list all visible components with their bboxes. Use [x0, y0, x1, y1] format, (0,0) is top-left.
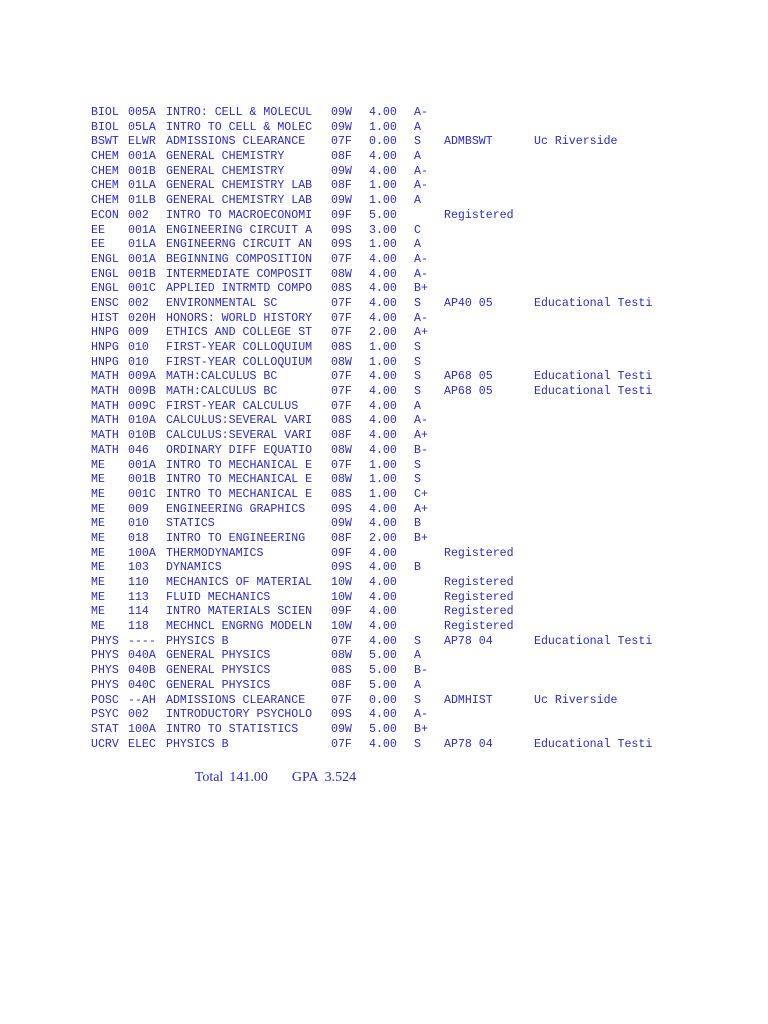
- course-term: 08W: [331, 473, 352, 487]
- course-units: 4.00: [369, 605, 397, 619]
- course-grade: B: [414, 561, 421, 575]
- course-units: 5.00: [369, 678, 397, 692]
- course-term: 08W: [331, 443, 352, 457]
- course-title: INTERMEDIATE COMPOSIT: [166, 267, 313, 281]
- course-grade: A-: [414, 414, 428, 428]
- course-grade: A+: [414, 502, 428, 516]
- course-dept: MATH: [91, 370, 119, 384]
- course-title: APPLIED INTRMTD COMPO: [166, 282, 313, 296]
- course-title: PHYSICS B: [166, 737, 229, 751]
- course-grade: S: [414, 385, 421, 399]
- course-term: 07F: [331, 296, 352, 310]
- course-grade: A-: [414, 106, 428, 119]
- course-title: INTRO TO ENGINEERING: [166, 531, 306, 545]
- course-code: AP68 05: [444, 370, 493, 384]
- course-number: 009: [128, 326, 149, 340]
- course-number: 040B: [128, 664, 156, 678]
- course-dept: MATH: [91, 385, 119, 399]
- course-code: AP78 04: [444, 634, 493, 648]
- course-code: ADMBSWT: [444, 135, 493, 149]
- course-title: INTRO TO MECHANICAL E: [166, 473, 313, 487]
- course-title: INTRO MATERIALS SCIEN: [166, 605, 313, 619]
- course-units: 4.00: [369, 590, 397, 604]
- course-units: 1.00: [369, 341, 397, 354]
- course-title: ADMISSIONS CLEARANCE: [166, 693, 306, 707]
- course-dept: EE: [91, 223, 105, 237]
- course-units: 4.00: [369, 385, 397, 399]
- course-term: 09S: [331, 223, 352, 237]
- course-title: THERMODYNAMICS: [166, 546, 264, 560]
- course-grade: S: [414, 737, 421, 751]
- course-units: 5.00: [369, 649, 397, 663]
- course-term: 10W: [331, 620, 352, 634]
- course-number: 020H: [128, 311, 156, 325]
- course-number: 018: [128, 531, 149, 545]
- course-code: Registered: [444, 620, 514, 634]
- course-dept: ME: [91, 487, 105, 501]
- course-grade: A: [414, 649, 421, 663]
- course-code: Registered: [444, 208, 514, 222]
- course-units: 4.00: [369, 370, 397, 384]
- course-title: HONORS: WORLD HISTORY: [166, 311, 313, 325]
- course-units: 1.00: [369, 194, 397, 208]
- course-code: Registered: [444, 576, 514, 589]
- course-number: 113: [128, 590, 149, 604]
- course-code: AP78 04: [444, 737, 493, 751]
- course-grade: A: [414, 678, 421, 692]
- course-units: 2.00: [369, 326, 397, 340]
- course-number: 005A: [128, 106, 156, 119]
- course-code: ADMHIST: [444, 693, 493, 707]
- course-term: 07F: [331, 399, 352, 413]
- course-dept: MATH: [91, 399, 119, 413]
- course-dept: HNPG: [91, 355, 119, 369]
- course-units: 4.00: [369, 561, 397, 575]
- course-units: 1.00: [369, 120, 397, 134]
- course-number: 010: [128, 517, 149, 531]
- course-dept: UCRV: [91, 737, 119, 751]
- course-dept: MATH: [91, 443, 119, 457]
- course-term: 07F: [331, 135, 352, 149]
- course-title: PHYSICS B: [166, 634, 229, 648]
- course-title: GENERAL CHEMISTRY: [166, 150, 285, 164]
- course-grade: S: [414, 693, 421, 707]
- course-title: GENERAL CHEMISTRY LAB: [166, 194, 313, 208]
- course-number: 010B: [128, 429, 156, 443]
- gpa-value: 3.524: [324, 770, 357, 785]
- course-number: 001B: [128, 164, 156, 178]
- course-units: 3.00: [369, 223, 397, 237]
- course-title: DYNAMICS: [166, 561, 222, 575]
- course-number: 114: [128, 605, 149, 619]
- course-source: Educational Testi: [534, 296, 653, 310]
- course-dept: POSC: [91, 693, 119, 707]
- course-units: 4.00: [369, 576, 397, 589]
- course-units: 4.00: [369, 399, 397, 413]
- course-units: 4.00: [369, 517, 397, 531]
- total-value: 141.00: [229, 770, 268, 785]
- course-title: FIRST-YEAR COLLOQUIUM: [166, 341, 313, 354]
- course-term: 07F: [331, 737, 352, 751]
- course-dept: ME: [91, 531, 105, 545]
- course-title: INTRODUCTORY PSYCHOLO: [166, 708, 313, 722]
- course-title: ENVIRONMENTAL SC: [166, 296, 278, 310]
- course-dept: CHEM: [91, 150, 119, 164]
- course-units: 2.00: [369, 531, 397, 545]
- course-number: 118: [128, 620, 149, 634]
- course-grade: S: [414, 135, 421, 149]
- course-grade: S: [414, 458, 421, 472]
- course-term: 07F: [331, 634, 352, 648]
- course-term: 10W: [331, 576, 352, 589]
- course-dept: HNPG: [91, 341, 119, 354]
- course-dept: CHEM: [91, 179, 119, 193]
- course-number: 001B: [128, 473, 156, 487]
- course-title: CALCULUS:SEVERAL VARI: [166, 429, 313, 443]
- course-dept: ME: [91, 576, 105, 589]
- course-units: 4.00: [369, 414, 397, 428]
- course-title: FIRST-YEAR COLLOQUIUM: [166, 355, 313, 369]
- course-number: ELEC: [128, 737, 156, 751]
- course-term: 08W: [331, 267, 352, 281]
- course-number: ----: [128, 634, 156, 648]
- course-term: 07F: [331, 252, 352, 266]
- course-title: INTRO TO MECHANICAL E: [166, 458, 313, 472]
- course-term: 08W: [331, 649, 352, 663]
- course-dept: ME: [91, 458, 105, 472]
- course-number: 100A: [128, 546, 156, 560]
- course-grade: A-: [414, 708, 428, 722]
- course-grade: A: [414, 399, 421, 413]
- course-number: 010A: [128, 414, 156, 428]
- course-title: ETHICS AND COLLEGE ST: [166, 326, 313, 340]
- course-dept: MATH: [91, 414, 119, 428]
- course-dept: ME: [91, 605, 105, 619]
- course-title: ADMISSIONS CLEARANCE: [166, 135, 306, 149]
- course-dept: ME: [91, 517, 105, 531]
- course-units: 5.00: [369, 208, 397, 222]
- course-title: CALCULUS:SEVERAL VARI: [166, 414, 313, 428]
- course-number: 002: [128, 708, 149, 722]
- course-units: 4.00: [369, 164, 397, 178]
- course-number: 001A: [128, 458, 156, 472]
- course-dept: STAT: [91, 722, 119, 736]
- course-dept: ME: [91, 620, 105, 634]
- course-term: 09S: [331, 561, 352, 575]
- course-dept: ME: [91, 590, 105, 604]
- course-term: 09S: [331, 708, 352, 722]
- course-title: GENERAL PHYSICS: [166, 664, 271, 678]
- course-term: 08S: [331, 282, 352, 296]
- course-units: 4.00: [369, 546, 397, 560]
- course-title: ENGINEERING CIRCUIT A: [166, 223, 313, 237]
- course-units: 4.00: [369, 708, 397, 722]
- course-number: 01LA: [128, 179, 156, 193]
- course-number: 05LA: [128, 120, 156, 134]
- course-units: 1.00: [369, 458, 397, 472]
- course-number: 001A: [128, 150, 156, 164]
- course-source: Uc Riverside: [534, 693, 618, 707]
- course-dept: BIOL: [91, 106, 119, 119]
- course-grade: A-: [414, 311, 428, 325]
- course-term: 08S: [331, 664, 352, 678]
- course-term: 07F: [331, 326, 352, 340]
- course-number: 009A: [128, 370, 156, 384]
- course-number: 002: [128, 208, 149, 222]
- course-code: Registered: [444, 605, 514, 619]
- course-units: 4.00: [369, 502, 397, 516]
- course-term: 08F: [331, 531, 352, 545]
- course-units: 4.00: [369, 106, 397, 119]
- course-dept: ENGL: [91, 267, 119, 281]
- course-units: 4.00: [369, 267, 397, 281]
- course-title: GENERAL PHYSICS: [166, 649, 271, 663]
- course-source: Uc Riverside: [534, 135, 618, 149]
- course-term: 07F: [331, 311, 352, 325]
- course-grade: A-: [414, 179, 428, 193]
- course-grade: S: [414, 370, 421, 384]
- course-units: 0.00: [369, 693, 397, 707]
- course-title: MATH:CALCULUS BC: [166, 370, 278, 384]
- course-number: 009B: [128, 385, 156, 399]
- totals-line: [188, 754, 362, 786]
- course-dept: CHEM: [91, 194, 119, 208]
- course-title: INTRO TO MACROECONOMI: [166, 208, 313, 222]
- course-number: 110: [128, 576, 149, 589]
- course-title: ENGINEERING GRAPHICS: [166, 502, 306, 516]
- course-number: 010: [128, 355, 149, 369]
- course-title: GENERAL CHEMISTRY LAB: [166, 179, 313, 193]
- course-term: 09W: [331, 722, 352, 736]
- course-term: 08S: [331, 487, 352, 501]
- course-number: 100A: [128, 722, 156, 736]
- course-term: 09F: [331, 208, 352, 222]
- course-term: 09W: [331, 106, 352, 119]
- course-term: 09W: [331, 517, 352, 531]
- course-term: 08S: [331, 341, 352, 354]
- course-dept: PSYC: [91, 708, 119, 722]
- course-number: 001C: [128, 282, 156, 296]
- course-units: 4.00: [369, 737, 397, 751]
- course-units: 4.00: [369, 252, 397, 266]
- course-title: FLUID MECHANICS: [166, 590, 271, 604]
- course-title: INTRO TO STATISTICS: [166, 722, 299, 736]
- course-term: 09W: [331, 164, 352, 178]
- course-term: 07F: [331, 693, 352, 707]
- course-dept: ME: [91, 561, 105, 575]
- course-term: 10W: [331, 590, 352, 604]
- course-number: 009C: [128, 399, 156, 413]
- course-number: 040A: [128, 649, 156, 663]
- course-title: INTRO TO CELL & MOLEC: [166, 120, 313, 134]
- course-term: 08F: [331, 179, 352, 193]
- course-grade: A: [414, 194, 421, 208]
- course-grade: C+: [414, 487, 428, 501]
- course-number: 001B: [128, 267, 156, 281]
- course-source: Educational Testi: [534, 737, 653, 751]
- course-number: 046: [128, 443, 149, 457]
- course-title: MATH:CALCULUS BC: [166, 385, 278, 399]
- course-units: 1.00: [369, 355, 397, 369]
- course-title: GENERAL PHYSICS: [166, 678, 271, 692]
- course-term: 08S: [331, 414, 352, 428]
- course-dept: HIST: [91, 311, 119, 325]
- course-term: 07F: [331, 458, 352, 472]
- course-source: Educational Testi: [534, 370, 653, 384]
- course-number: 001A: [128, 252, 156, 266]
- course-source: Educational Testi: [534, 634, 653, 648]
- course-units: 4.00: [369, 620, 397, 634]
- course-dept: PHYS: [91, 634, 119, 648]
- course-units: 4.00: [369, 150, 397, 164]
- course-code: Registered: [444, 546, 514, 560]
- total-label: Total: [194, 770, 224, 785]
- course-number: --AH: [128, 693, 156, 707]
- course-dept: ME: [91, 473, 105, 487]
- course-units: 5.00: [369, 664, 397, 678]
- course-term: 09W: [331, 120, 352, 134]
- course-dept: ENSC: [91, 296, 119, 310]
- course-term: 09W: [331, 194, 352, 208]
- course-grade: A+: [414, 326, 428, 340]
- course-term: 08F: [331, 429, 352, 443]
- course-dept: CHEM: [91, 164, 119, 178]
- course-dept: ECON: [91, 208, 119, 222]
- course-number: 103: [128, 561, 149, 575]
- course-term: 07F: [331, 370, 352, 384]
- course-units: 1.00: [369, 238, 397, 252]
- course-number: 040C: [128, 678, 156, 692]
- course-units: 4.00: [369, 634, 397, 648]
- course-dept: ENGL: [91, 282, 119, 296]
- course-dept: PHYS: [91, 649, 119, 663]
- course-units: 4.00: [369, 429, 397, 443]
- course-code: Registered: [444, 590, 514, 604]
- course-number: 009: [128, 502, 149, 516]
- course-title: MECHANICS OF MATERIAL: [166, 576, 313, 589]
- course-units: 4.00: [369, 282, 397, 296]
- course-grade: S: [414, 341, 421, 354]
- course-number: 002: [128, 296, 149, 310]
- course-number: 001A: [128, 223, 156, 237]
- course-title: MECHNCL ENGRNG MODELN: [166, 620, 313, 634]
- course-dept: EE: [91, 238, 105, 252]
- course-units: 1.00: [369, 179, 397, 193]
- course-dept: MATH: [91, 429, 119, 443]
- course-title: STATICS: [166, 517, 215, 531]
- course-number: 010: [128, 341, 149, 354]
- course-title: GENERAL CHEMISTRY: [166, 164, 285, 178]
- course-units: 4.00: [369, 296, 397, 310]
- course-units: 1.00: [369, 473, 397, 487]
- course-dept: ME: [91, 502, 105, 516]
- course-grade: B+: [414, 282, 428, 296]
- course-grade: B: [414, 517, 421, 531]
- course-grade: B-: [414, 664, 428, 678]
- course-grade: B+: [414, 531, 428, 545]
- course-number: 01LA: [128, 238, 156, 252]
- course-title: INTRO TO MECHANICAL E: [166, 487, 313, 501]
- course-grade: S: [414, 355, 421, 369]
- course-grade: A+: [414, 429, 428, 443]
- course-grade: B-: [414, 443, 428, 457]
- course-title: ORDINARY DIFF EQUATIO: [166, 443, 313, 457]
- course-units: 0.00: [369, 135, 397, 149]
- course-units: 4.00: [369, 311, 397, 325]
- course-grade: S: [414, 473, 421, 487]
- course-units: 4.00: [369, 443, 397, 457]
- course-code: AP40 05: [444, 296, 493, 310]
- course-dept: BIOL: [91, 120, 119, 134]
- course-source: Educational Testi: [534, 385, 653, 399]
- course-grade: A: [414, 238, 421, 252]
- course-term: 07F: [331, 385, 352, 399]
- course-number: 01LB: [128, 194, 156, 208]
- course-dept: ENGL: [91, 252, 119, 266]
- course-term: 08F: [331, 150, 352, 164]
- course-code: AP68 05: [444, 385, 493, 399]
- course-term: 09F: [331, 546, 352, 560]
- course-grade: A: [414, 120, 421, 134]
- course-title: ENGINEERNG CIRCUIT AN: [166, 238, 313, 252]
- course-number: 001C: [128, 487, 156, 501]
- course-dept: BSWT: [91, 135, 119, 149]
- course-title: FIRST-YEAR CALCULUS: [166, 399, 299, 413]
- course-dept: PHYS: [91, 664, 119, 678]
- course-dept: ME: [91, 546, 105, 560]
- course-grade: C: [414, 223, 421, 237]
- course-units: 5.00: [369, 722, 397, 736]
- course-grade: A-: [414, 252, 428, 266]
- course-grade: A-: [414, 164, 428, 178]
- course-title: INTRO: CELL & MOLECUL: [166, 106, 313, 119]
- course-term: 09F: [331, 605, 352, 619]
- course-number: ELWR: [128, 135, 156, 149]
- course-grade: S: [414, 296, 421, 310]
- course-grade: B+: [414, 722, 428, 736]
- course-dept: PHYS: [91, 678, 119, 692]
- course-title: BEGINNING COMPOSITION: [166, 252, 313, 266]
- course-term: 09S: [331, 238, 352, 252]
- course-grade: A: [414, 150, 421, 164]
- course-units: 1.00: [369, 487, 397, 501]
- gpa-label: GPA: [291, 770, 319, 785]
- course-grade: S: [414, 634, 421, 648]
- course-grade: A-: [414, 267, 428, 281]
- course-term: 08W: [331, 355, 352, 369]
- course-term: 09S: [331, 502, 352, 516]
- course-dept: HNPG: [91, 326, 119, 340]
- course-term: 08F: [331, 678, 352, 692]
